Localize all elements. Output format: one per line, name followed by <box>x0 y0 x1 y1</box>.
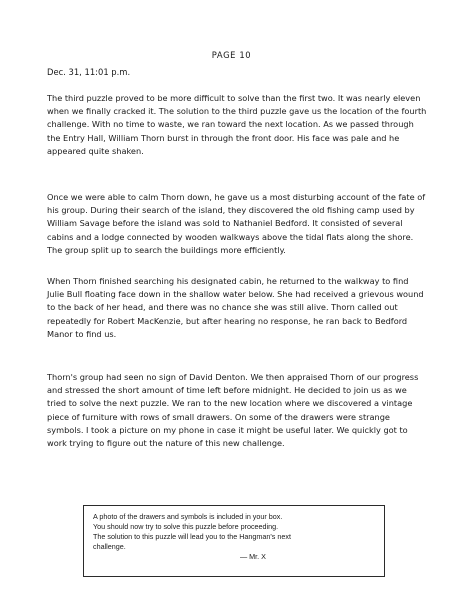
note-line-3: The solution to this puzzle will lead you to the Hangman's next <box>93 531 291 541</box>
paragraph-2: Once we were able to calm Thorn down, he gave us a most disturbing account of the fate of his group. During their search of the island, they discovered the old fishing camp used by William Savage before the island was sold to Nathaniel Bedford. It consisted of several cabins and a lodge connected by wooden walkways above the tidal flats along the shore. The group split up to search the buildings more efficiently. <box>47 192 426 255</box>
paragraph-4: Thorn's group had seen no sign of David Denton. We then appraised Thorn of our progress and stressed the short amount of time left before midnight. He decided to join us as we tried to solve the next puzzle. We ran to the new location where we discovered a vintage piece of furniture with rows of small drawers. On some of the drawers were strange symbols. I took a picture on my phone in case it might be useful later. We quickly got to work trying to figure out the nature of this new challenge. <box>47 372 419 449</box>
note-signature: — Mr. X <box>240 551 266 561</box>
note-line-1: A photo of the drawers and symbols is included in your box. <box>93 512 283 521</box>
journal-dateline: Dec. 31, 11:01 p.m. <box>47 67 131 77</box>
note-line-2: You should now try to solve this puzzle before proceeding. <box>93 521 279 531</box>
paragraph-1: The third puzzle proved to be more difficult to solve than the first two. It was nearly eleven when we finally cracked it. The solution to the third puzzle gave us the location of the fourth challenge. With no time to waste, we ran toward the next location. As we passed through the Entry Hall, William Thorn burst in through the front door. His face was pale and he appeared quite shaken. <box>47 93 427 156</box>
note-line-4: challenge. <box>93 541 126 551</box>
instruction-note-box <box>83 505 385 577</box>
paragraph-3: When Thorn finished searching his designated cabin, he returned to the walkway to find Julie Bull floating face down in the shallow water below. She had received a grievous wound to the back of her head, and there was no chance she was still alive. Thorn called out repeatedly for Robert MacKenzie, but after hearing no response, he ran back to Bedford Manor to find us. <box>47 276 424 339</box>
page-number: PAGE 10 <box>211 50 252 60</box>
